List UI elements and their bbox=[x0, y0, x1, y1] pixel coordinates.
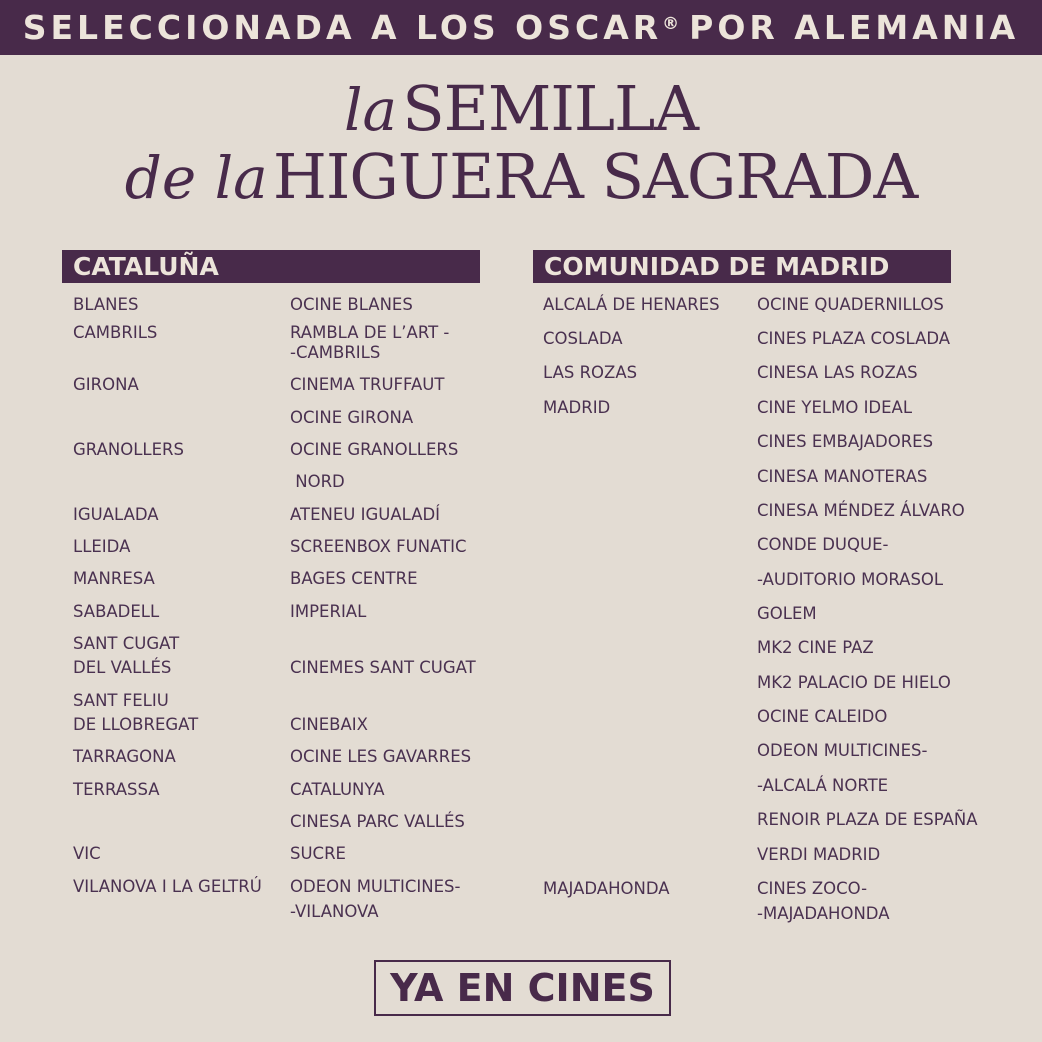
cinema-item: SUCRE bbox=[290, 844, 346, 863]
cinema-item: NORD bbox=[290, 472, 345, 491]
city-item: CAMBRILS bbox=[73, 323, 158, 342]
city-item: GRANOLLERS bbox=[73, 440, 184, 459]
cinema-item: ATENEU IGUALADÍ bbox=[290, 505, 441, 524]
film-title-line-2 bbox=[0, 140, 1042, 213]
cataluna-header: CATALUÑA bbox=[62, 250, 480, 283]
madrid-header: COMUNIDAD DE MADRID bbox=[533, 250, 951, 283]
cinema-item: ODEON MULTICINES- bbox=[757, 741, 928, 760]
city-item: SANT FELIU bbox=[73, 691, 169, 710]
cinema-item: -CAMBRILS bbox=[290, 343, 381, 362]
cinema-item: CINESA MÉNDEZ ÁLVARO bbox=[757, 501, 965, 520]
title-words: HIGUERA SAGRADA bbox=[272, 140, 918, 213]
city-item: TERRASSA bbox=[73, 780, 160, 799]
cinema-item: RAMBLA DE L’ART - bbox=[290, 323, 450, 342]
cinema-item: CINES EMBAJADORES bbox=[757, 432, 934, 451]
city-item: DEL VALLÉS bbox=[73, 658, 172, 677]
city-item: ALCALÁ DE HENARES bbox=[543, 295, 720, 314]
cinema-item: OCINE CALEIDO bbox=[757, 707, 888, 726]
city-item: MANRESA bbox=[73, 569, 155, 588]
cinema-item: CINESA PARC VALLÉS bbox=[290, 812, 465, 831]
cinema-item: CINES ZOCO- bbox=[757, 879, 868, 898]
cinema-item: CATALUNYA bbox=[290, 780, 385, 799]
cinema-item: IMPERIAL bbox=[290, 602, 367, 621]
cinema-item: ODEON MULTICINES- bbox=[290, 877, 461, 896]
city-item: SANT CUGAT bbox=[73, 634, 180, 653]
cinema-item: OCINE QUADERNILLOS bbox=[757, 295, 944, 314]
cinema-item: CINE YELMO IDEAL bbox=[757, 398, 913, 417]
registered-mark: ® bbox=[662, 13, 680, 34]
cinema-item: OCINE GRANOLLERS bbox=[290, 440, 459, 459]
film-title-line-1 bbox=[0, 72, 1042, 145]
city-item: LLEIDA bbox=[73, 537, 131, 556]
ya-en-cines-button[interactable]: YA EN CINES bbox=[374, 960, 671, 1016]
cinema-item: OCINE BLANES bbox=[290, 295, 413, 314]
city-item: VILANOVA I LA GELTRÚ bbox=[73, 877, 262, 896]
cinema-item: CINES PLAZA COSLADA bbox=[757, 329, 951, 348]
banner-text: SELECCIONADA A LOS OSCAR bbox=[22, 8, 663, 47]
cinema-item: -ALCALÁ NORTE bbox=[757, 776, 889, 795]
city-item: COSLADA bbox=[543, 329, 623, 348]
cinema-item: VERDI MADRID bbox=[757, 845, 881, 864]
cinema-item: CINESA MANOTERAS bbox=[757, 467, 928, 486]
city-item: IGUALADA bbox=[73, 505, 159, 524]
cinema-item: -AUDITORIO MORASOL bbox=[757, 570, 944, 589]
cinema-item: MK2 PALACIO DE HIELO bbox=[757, 673, 951, 692]
banner-text-2: POR ALEMANIA bbox=[689, 8, 1020, 47]
cinema-item: CINEMA TRUFFAUT bbox=[290, 375, 445, 394]
cinema-item: -VILANOVA bbox=[290, 902, 379, 921]
cinema-item: SCREENBOX FUNATIC bbox=[290, 537, 467, 556]
cinema-item: CINEBAIX bbox=[290, 715, 368, 734]
city-item: MAJADAHONDA bbox=[543, 879, 670, 898]
city-item: TARRAGONA bbox=[73, 747, 176, 766]
city-item: VIC bbox=[73, 844, 101, 863]
cinema-item: MK2 CINE PAZ bbox=[757, 638, 874, 657]
cinema-item: CONDE DUQUE- bbox=[757, 535, 889, 554]
title-article: la bbox=[343, 76, 398, 144]
city-item: MADRID bbox=[543, 398, 611, 417]
cinema-item: CINEMES SANT CUGAT bbox=[290, 658, 476, 677]
cinema-item: CINESA LAS ROZAS bbox=[757, 363, 918, 382]
oscar-selection-banner bbox=[0, 0, 1042, 55]
cinema-item: OCINE GIRONA bbox=[290, 408, 414, 427]
cinema-item: -MAJADAHONDA bbox=[757, 904, 890, 923]
city-item: LAS ROZAS bbox=[543, 363, 638, 382]
city-item: GIRONA bbox=[73, 375, 139, 394]
title-word: SEMILLA bbox=[402, 72, 699, 145]
title-preposition: de la bbox=[124, 144, 268, 212]
city-item: BLANES bbox=[73, 295, 139, 314]
cinema-item: RENOIR PLAZA DE ESPAÑA bbox=[757, 810, 978, 829]
cinema-item: OCINE LES GAVARRES bbox=[290, 747, 472, 766]
cinema-item: BAGES CENTRE bbox=[290, 569, 418, 588]
city-item: DE LLOBREGAT bbox=[73, 715, 199, 734]
city-item: SABADELL bbox=[73, 602, 160, 621]
cinema-item: GOLEM bbox=[757, 604, 817, 623]
